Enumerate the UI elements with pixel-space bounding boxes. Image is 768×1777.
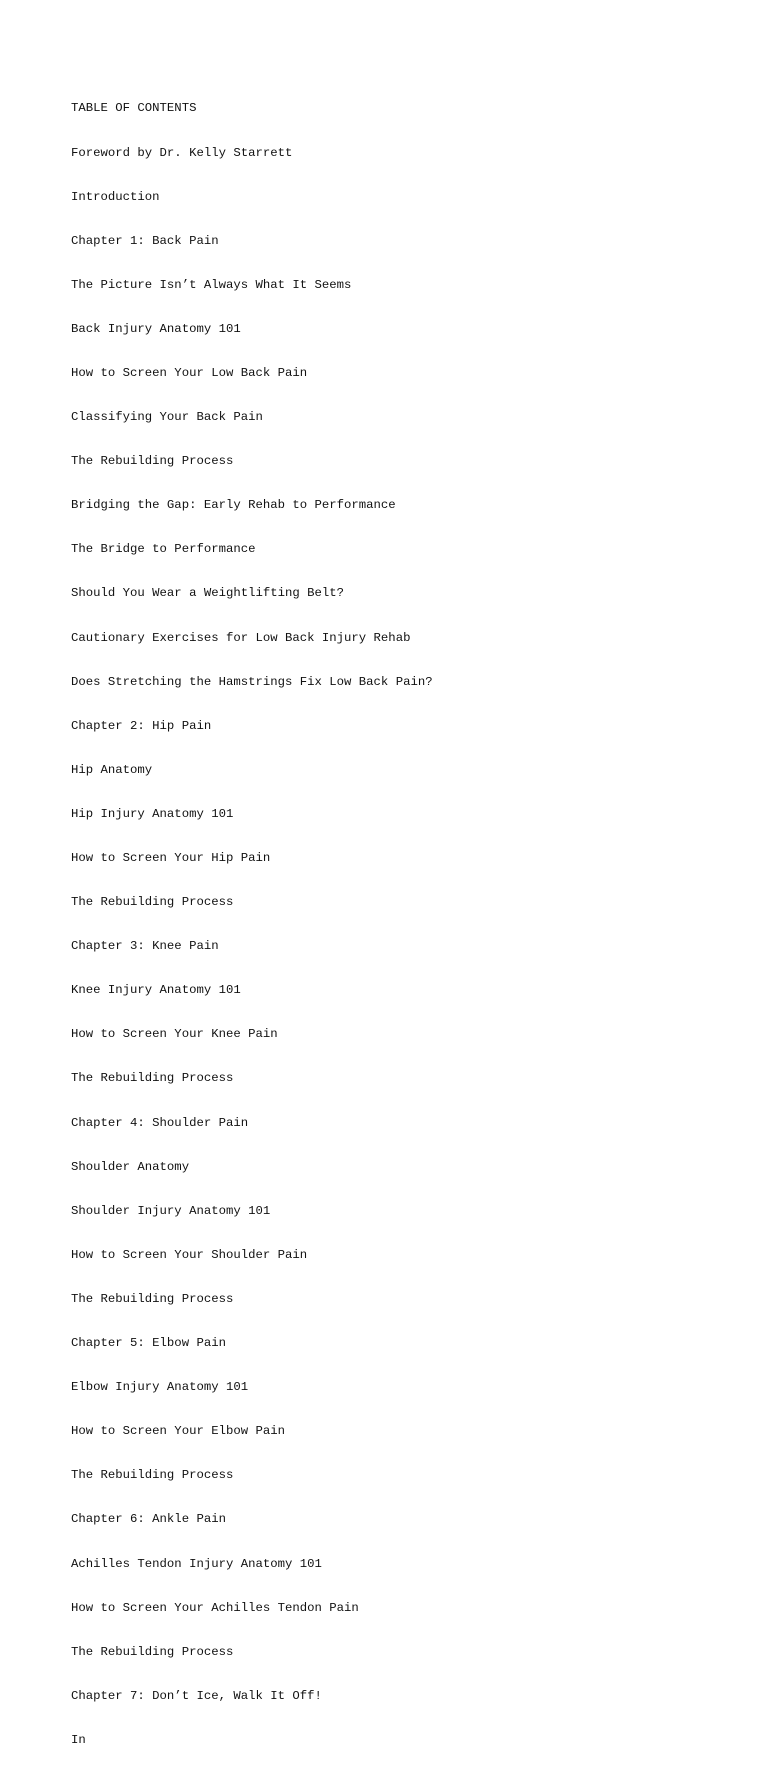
toc-entry: Knee Injury Anatomy 101 bbox=[71, 983, 241, 998]
toc-entry: Classifying Your Back Pain bbox=[71, 410, 263, 425]
toc-entry: The Rebuilding Process bbox=[71, 1071, 234, 1086]
toc-entry: The Rebuilding Process bbox=[71, 1291, 234, 1306]
toc-entry: How to Screen Your Hip Pain bbox=[71, 851, 271, 865]
toc-entry: How to Screen Your Achilles Tendon Pain bbox=[71, 1600, 359, 1615]
toc-entry: How to Screen Your Shoulder Pain bbox=[71, 1247, 308, 1262]
toc-entry: The Bridge to Performance bbox=[71, 542, 256, 557]
toc-entry: The Rebuilding Process bbox=[71, 1644, 234, 1659]
toc-entry: Cautionary Exercises for Low Back Injury Rehab bbox=[71, 630, 411, 645]
toc-entry: Elbow Injury Anatomy 101 bbox=[71, 1380, 249, 1395]
toc-chapter-4: Chapter 4: Shoulder Pain bbox=[71, 1115, 249, 1130]
toc-entry: Back Injury Anatomy 101 bbox=[71, 321, 241, 336]
toc-entry: Achilles Tendon Injury Anatomy 101 bbox=[71, 1556, 322, 1571]
toc-entry: How to Screen Your Knee Pain bbox=[71, 1027, 278, 1042]
toc-entry: Hip Injury Anatomy 101 bbox=[71, 806, 234, 821]
toc-chapter-3: Chapter 3: Knee Pain bbox=[71, 939, 219, 954]
toc-entry: Shoulder Anatomy bbox=[71, 1159, 190, 1174]
toc-chapter-7: Chapter 7: Don’t Ice, Walk It Off! bbox=[71, 1688, 322, 1703]
toc-entry: Should You Wear a Weightlifting Belt? bbox=[71, 586, 345, 601]
toc-entry: The Rebuilding Process bbox=[71, 895, 234, 910]
toc-chapter-5: Chapter 5: Elbow Pain bbox=[71, 1336, 226, 1351]
toc-chapter-1: Chapter 1: Back Pain bbox=[71, 233, 219, 248]
table-of-contents bbox=[71, 72, 433, 1777]
toc-entry: Shoulder Injury Anatomy 101 bbox=[71, 1203, 271, 1218]
toc-entry: How to Screen Your Elbow Pain bbox=[71, 1424, 286, 1439]
toc-entry: The Picture Isn’t Always What It Seems bbox=[71, 277, 352, 292]
toc-chapter-2: Chapter 2: Hip Pain bbox=[71, 718, 212, 733]
toc-entry-foreword: Foreword by Dr. Kelly Starrett bbox=[71, 145, 293, 160]
toc-entry: Bridging the Gap: Early Rehab to Performance bbox=[71, 498, 396, 513]
toc-chapter-6: Chapter 6: Ankle Pain bbox=[71, 1512, 226, 1527]
toc-entry-introduction: Introduction bbox=[71, 189, 160, 204]
toc-entry: Hip Anatomy bbox=[71, 762, 153, 777]
toc-entry-truncated: In bbox=[71, 1732, 86, 1747]
toc-entry: The Rebuilding Process bbox=[71, 1468, 234, 1483]
toc-entry: Does Stretching the Hamstrings Fix Low Back Pain? bbox=[71, 674, 433, 689]
toc-entry: How to Screen Your Low Back Pain bbox=[71, 365, 308, 380]
toc-heading: TABLE OF CONTENTS bbox=[71, 101, 197, 116]
toc-entry: The Rebuilding Process bbox=[71, 454, 234, 469]
